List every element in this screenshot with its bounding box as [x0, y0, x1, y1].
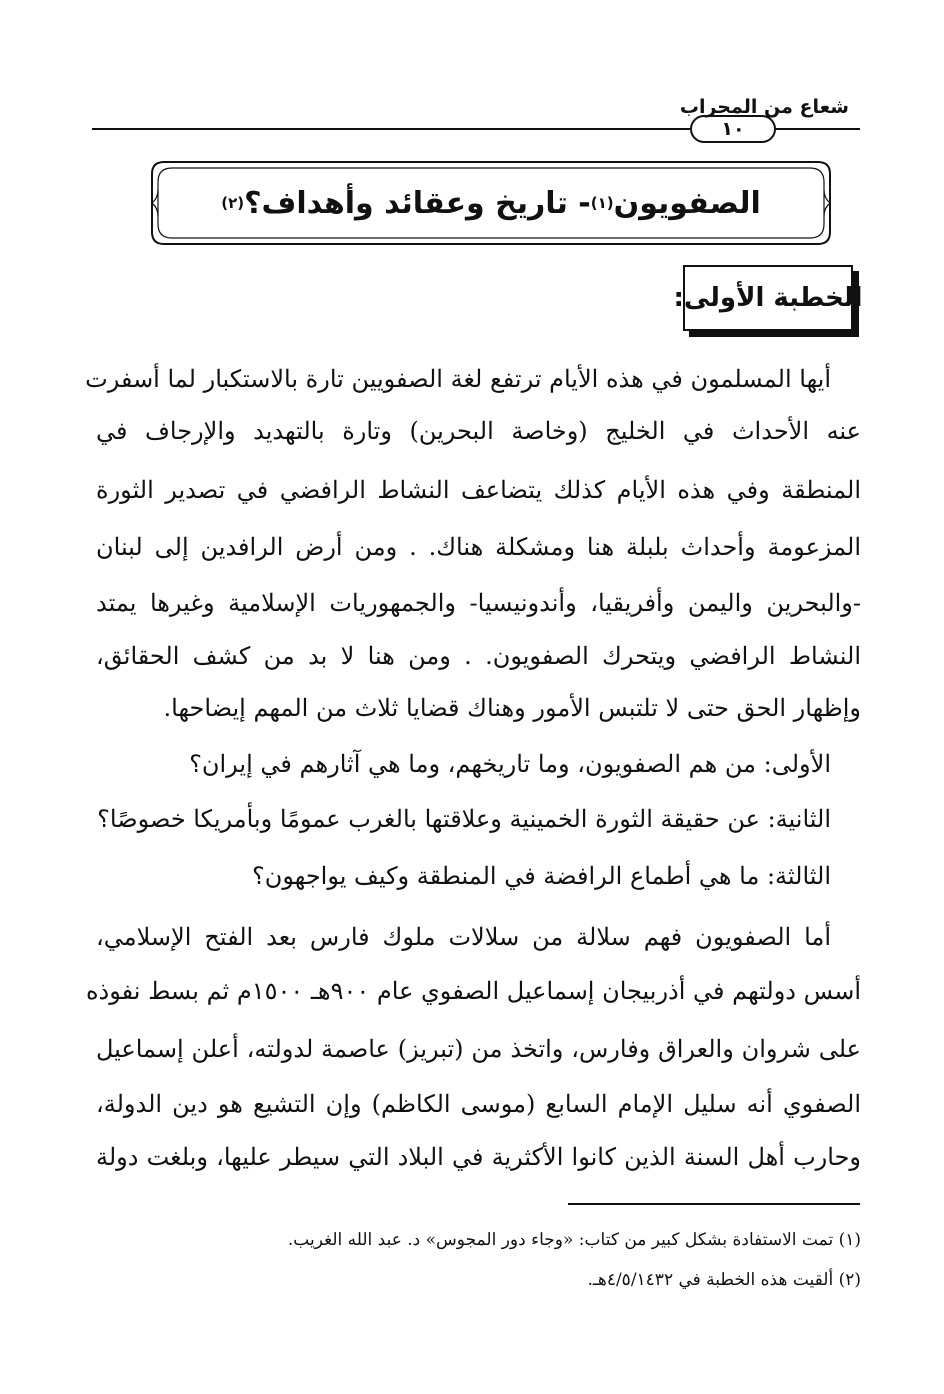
sermon-section-label: الخطبة الأولى: — [683, 265, 853, 331]
footnote-1: (١) تمت الاستفادة بشكل كبير من كتاب: «وجاء دور المجوس» د. عبد الله الغريب. — [287, 1230, 861, 1250]
footnote-separator — [568, 1203, 860, 1205]
issue-line-second: الثانية: عن حقيقة الثورة الخمينية وعلاقتها بالغرب عمومًا وبأمريكا خصوصًا؟ — [97, 805, 831, 833]
title-rest: - تاريخ وعقائد وأهداف؟ — [244, 185, 591, 221]
header-rule-right — [776, 128, 860, 130]
page-number-badge: ١٠ — [690, 115, 776, 143]
title-footnote-ref-2: (٢) — [221, 194, 245, 212]
body-line: النشاط الرافضي ويتحرك الصفويون. . ومن هنا لا بد من كشف الحقائق، — [96, 642, 861, 670]
body-line: أسس دولتهم في أذربيجان إسماعيل الصفوي عام ٩٠٠هـ ١٥٠٠م ثم بسط نفوذه — [85, 977, 861, 1005]
sermon-title-frame — [150, 160, 832, 246]
issue-line-third: الثالثة: ما هي أطماع الرافضة في المنطقة وكيف يواجهون؟ — [252, 862, 831, 890]
footnote-2: (٢) ألقيت هذه الخطبة في ٤/٥/١٤٣٢هـ. — [587, 1270, 861, 1290]
body-line: المزعومة وأحداث بلبلة هنا ومشكلة هناك. . ومن أرض الرافدين إلى لبنان — [96, 533, 861, 561]
title-main: الصفويون — [613, 185, 761, 221]
header-rule-left — [92, 128, 690, 130]
body-line: وإظهار الحق حتى لا تلتبس الأمور وهناك قضايا ثلاث من المهم إيضاحها. — [163, 694, 861, 722]
body-line: عنه الأحداث في الخليج (وخاصة البحرين) وتارة بالتهديد والإرجاف في — [96, 417, 861, 445]
title-footnote-ref-1: (١) — [590, 194, 614, 212]
sermon-title — [150, 160, 832, 246]
body-line: الصفوي أنه سليل الإمام السابع (موسى الكاظم) وإن التشيع هو دين الدولة، — [96, 1090, 861, 1118]
running-header-book-title: شعاع من المحراب — [679, 96, 849, 118]
issue-line-first: الأولى: من هم الصفويون، وما تاريخهم، وما هي آثارهم في إيران؟ — [189, 750, 831, 778]
body-line: وحارب أهل السنة الذين كانوا الأكثرية في البلاد التي سيطر عليها، وبلغت دولة — [96, 1143, 861, 1171]
body-line: أما الصفويون فهم سلالة من سلالات ملوك فارس بعد الفتح الإسلامي، — [96, 923, 831, 951]
body-line: أيها المسلمون في هذه الأيام ترتفع لغة الصفويين تارة بالاستكبار لما أسفرت — [85, 365, 831, 393]
body-line: المنطقة وفي هذه الأيام كذلك يتضاعف النشاط الرافضي في تصدير الثورة — [96, 476, 861, 504]
body-line: على شروان والعراق وفارس، واتخذ من (تبريز) عاصمة لدولته، أعلن إسماعيل — [96, 1035, 861, 1063]
body-line: -والبحرين واليمن وأفريقيا، وأندونيسيا- والجمهوريات الإسلامية وغيرها يمتد — [96, 589, 861, 617]
